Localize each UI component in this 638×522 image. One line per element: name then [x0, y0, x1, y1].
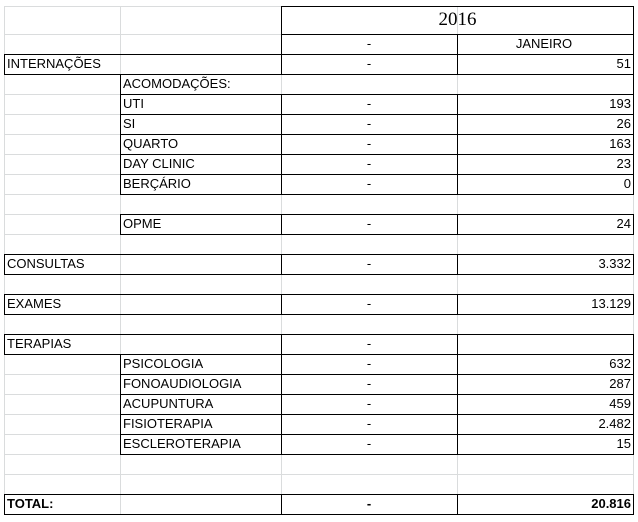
- table-row: [4, 374, 634, 394]
- table-row: [4, 494, 634, 514]
- border: [120, 194, 634, 195]
- row-label[interactable]: TOTAL:: [7, 496, 54, 511]
- row-dash[interactable]: -: [366, 356, 372, 371]
- border: [120, 234, 634, 235]
- year-header-row: [4, 6, 634, 34]
- row-dash[interactable]: -: [366, 296, 372, 311]
- row-label[interactable]: PSICOLOGIA: [123, 356, 204, 371]
- row-dash[interactable]: -: [366, 336, 372, 351]
- row-label[interactable]: ACUPUNTURA: [123, 396, 214, 411]
- row-label[interactable]: SI: [123, 116, 136, 131]
- row-value[interactable]: 26: [616, 116, 631, 131]
- row-value[interactable]: 13.129: [591, 296, 631, 311]
- row-value[interactable]: [457, 334, 634, 354]
- border: [4, 314, 634, 315]
- row-value[interactable]: 2.482: [598, 416, 631, 431]
- row-dash[interactable]: -: [366, 116, 372, 131]
- table-row: [4, 334, 634, 354]
- row-label[interactable]: FONOAUDIOLOGIA: [123, 376, 242, 391]
- row-value[interactable]: [457, 74, 634, 94]
- column-header-month[interactable]: JANEIRO: [515, 36, 573, 51]
- row-dash[interactable]: -: [366, 376, 372, 391]
- row-dash[interactable]: -: [366, 176, 372, 191]
- row-dash[interactable]: -: [366, 436, 372, 451]
- row-value[interactable]: 24: [616, 216, 631, 231]
- gridline: [4, 474, 634, 475]
- table-row: [4, 94, 634, 114]
- table-row: [4, 134, 634, 154]
- row-label[interactable]: DAY CLINIC: [123, 156, 195, 171]
- table-row: [4, 354, 634, 374]
- row-value[interactable]: 163: [609, 136, 631, 151]
- table-row: [4, 294, 634, 314]
- border: [120, 454, 634, 455]
- column-header-row: [4, 34, 634, 54]
- row-label[interactable]: UTI: [123, 96, 144, 111]
- row-label[interactable]: BERÇÁRIO: [123, 176, 191, 191]
- row-dash[interactable]: -: [366, 216, 372, 231]
- table-row: [4, 154, 634, 174]
- row-value[interactable]: 459: [609, 396, 631, 411]
- row-value[interactable]: 193: [609, 96, 631, 111]
- row-label[interactable]: CONSULTAS: [7, 256, 85, 271]
- table-row: [4, 414, 634, 434]
- row-value[interactable]: 15: [616, 436, 631, 451]
- row-value[interactable]: 3.332: [598, 256, 631, 271]
- row-label[interactable]: QUARTO: [123, 136, 179, 151]
- row-label[interactable]: FISIOTERAPIA: [123, 416, 213, 431]
- row-value[interactable]: 23: [616, 156, 631, 171]
- row-dash[interactable]: -: [366, 416, 372, 431]
- row-dash[interactable]: -: [366, 96, 372, 111]
- row-dash[interactable]: -: [366, 396, 372, 411]
- table-row: [4, 74, 634, 94]
- row-dash[interactable]: -: [366, 256, 372, 271]
- table-row: [4, 434, 634, 454]
- border: [4, 514, 634, 515]
- table-row: [4, 394, 634, 414]
- row-value[interactable]: 20.816: [591, 496, 631, 511]
- row-value[interactable]: 51: [616, 56, 631, 71]
- row-dash[interactable]: -: [366, 136, 372, 151]
- row-label[interactable]: TERAPIAS: [7, 336, 72, 351]
- row-dash[interactable]: -: [366, 156, 372, 171]
- row-label[interactable]: OPME: [123, 216, 162, 231]
- row-dash[interactable]: [281, 74, 457, 94]
- row-value[interactable]: 287: [609, 376, 631, 391]
- row-value[interactable]: 0: [623, 176, 631, 191]
- row-label[interactable]: EXAMES: [7, 296, 62, 311]
- table-row: [4, 54, 634, 74]
- row-label[interactable]: ACOMODAÇÕES:: [123, 76, 231, 91]
- year-header[interactable]: 2016: [438, 9, 477, 30]
- table-row: [4, 254, 634, 274]
- table-row: [4, 174, 634, 194]
- row-value[interactable]: 632: [609, 356, 631, 371]
- column-header-dash[interactable]: -: [366, 36, 372, 51]
- table-row: [4, 114, 634, 134]
- table-row: [4, 214, 634, 234]
- row-label[interactable]: INTERNAÇÕES: [7, 56, 101, 71]
- border: [4, 274, 634, 275]
- row-dash[interactable]: -: [366, 496, 372, 511]
- row-dash[interactable]: -: [366, 56, 372, 71]
- row-label[interactable]: ESCLEROTERAPIA: [123, 436, 241, 451]
